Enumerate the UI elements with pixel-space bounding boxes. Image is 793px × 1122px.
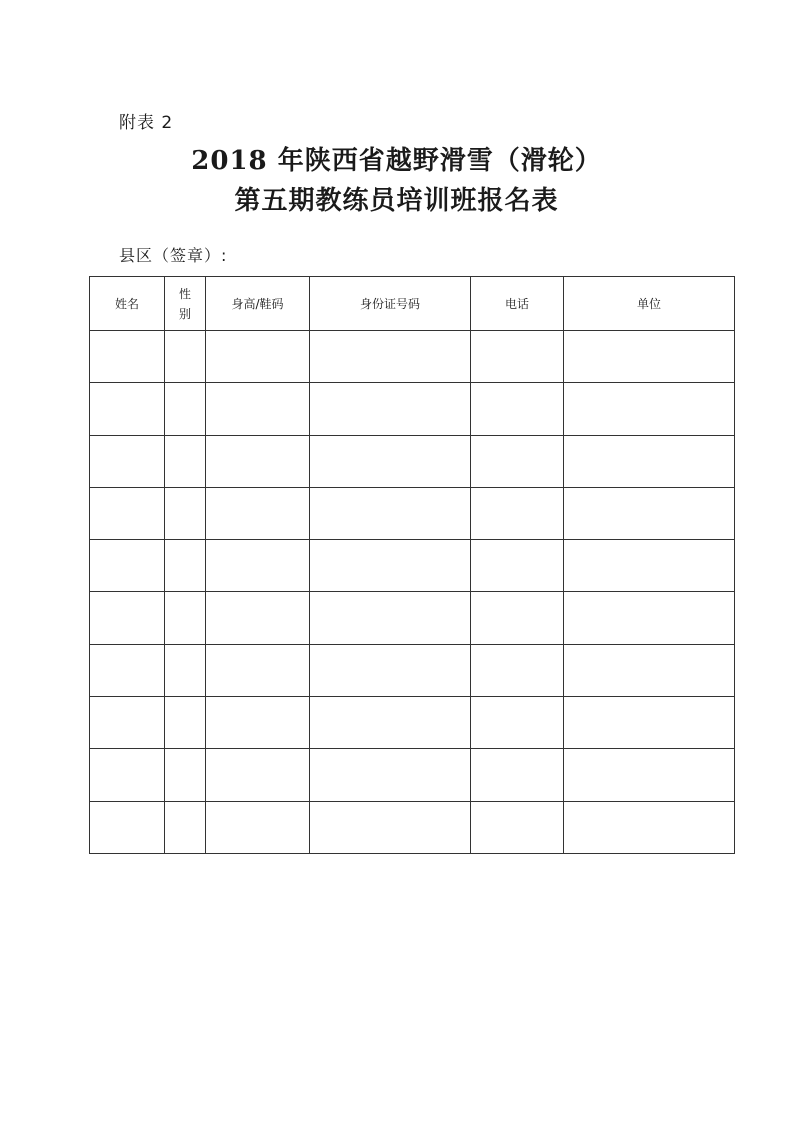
table-row [90,487,735,539]
height-shoe-cell[interactable] [206,540,310,592]
table-row [90,331,735,383]
name-cell[interactable] [90,383,165,435]
phone-cell[interactable] [471,644,564,696]
gender-cell[interactable] [165,592,206,644]
header-height-shoe: 身高/鞋码 [206,277,310,331]
header-phone: 电话 [471,277,564,331]
name-cell[interactable] [90,435,165,487]
name-cell[interactable] [90,749,165,801]
table-row [90,697,735,749]
id-number-cell[interactable] [310,644,471,696]
table-row [90,644,735,696]
gender-cell[interactable] [165,697,206,749]
unit-cell[interactable] [564,749,735,801]
header-gender-line1: 性 [178,286,191,301]
phone-cell[interactable] [471,697,564,749]
table-row [90,540,735,592]
height-shoe-cell[interactable] [206,331,310,383]
gender-cell[interactable] [165,331,206,383]
unit-cell[interactable] [564,331,735,383]
phone-cell[interactable] [471,331,564,383]
unit-cell[interactable] [564,697,735,749]
unit-cell[interactable] [564,540,735,592]
height-shoe-cell[interactable] [206,749,310,801]
id-number-cell[interactable] [310,697,471,749]
id-number-cell[interactable] [310,487,471,539]
name-cell[interactable] [90,487,165,539]
table-body [90,331,735,854]
height-shoe-cell[interactable] [206,644,310,696]
id-number-cell[interactable] [310,331,471,383]
annex-label: 附表 2 [119,113,174,133]
form-title-line1: 2018 年陕西省越野滑雪（滑轮） [191,146,602,176]
id-number-cell[interactable] [310,592,471,644]
header-unit: 单位 [564,277,735,331]
id-number-cell[interactable] [310,801,471,853]
name-cell[interactable] [90,592,165,644]
phone-cell[interactable] [471,487,564,539]
table-row [90,435,735,487]
table-row [90,749,735,801]
gender-cell[interactable] [165,540,206,592]
table-row [90,801,735,853]
name-cell[interactable] [90,644,165,696]
height-shoe-cell[interactable] [206,801,310,853]
unit-cell[interactable] [564,592,735,644]
gender-cell[interactable] [165,801,206,853]
height-shoe-cell[interactable] [206,487,310,539]
gender-cell[interactable] [165,487,206,539]
unit-cell[interactable] [564,383,735,435]
phone-cell[interactable] [471,749,564,801]
phone-cell[interactable] [471,801,564,853]
unit-cell[interactable] [564,487,735,539]
gender-cell[interactable] [165,749,206,801]
height-shoe-cell[interactable] [206,592,310,644]
phone-cell[interactable] [471,435,564,487]
height-shoe-cell[interactable] [206,697,310,749]
header-gender [165,277,206,331]
phone-cell[interactable] [471,383,564,435]
county-seal-label: 县区（签章）: [119,246,228,265]
id-number-cell[interactable] [310,435,471,487]
height-shoe-cell[interactable] [206,383,310,435]
registration-table [89,276,735,854]
table-row [90,592,735,644]
header-gender-line2: 别 [178,306,191,321]
table-row [90,383,735,435]
id-number-cell[interactable] [310,383,471,435]
header-id-number: 身份证号码 [310,277,471,331]
name-cell[interactable] [90,331,165,383]
unit-cell[interactable] [564,801,735,853]
name-cell[interactable] [90,540,165,592]
table-header-row [90,277,735,331]
id-number-cell[interactable] [310,540,471,592]
height-shoe-cell[interactable] [206,435,310,487]
gender-cell[interactable] [165,435,206,487]
unit-cell[interactable] [564,435,735,487]
header-name: 姓名 [90,277,165,331]
phone-cell[interactable] [471,540,564,592]
gender-cell[interactable] [165,644,206,696]
phone-cell[interactable] [471,592,564,644]
unit-cell[interactable] [564,644,735,696]
name-cell[interactable] [90,697,165,749]
form-title-line2: 第五期教练员培训班报名表 [234,186,559,216]
gender-cell[interactable] [165,383,206,435]
id-number-cell[interactable] [310,749,471,801]
name-cell[interactable] [90,801,165,853]
